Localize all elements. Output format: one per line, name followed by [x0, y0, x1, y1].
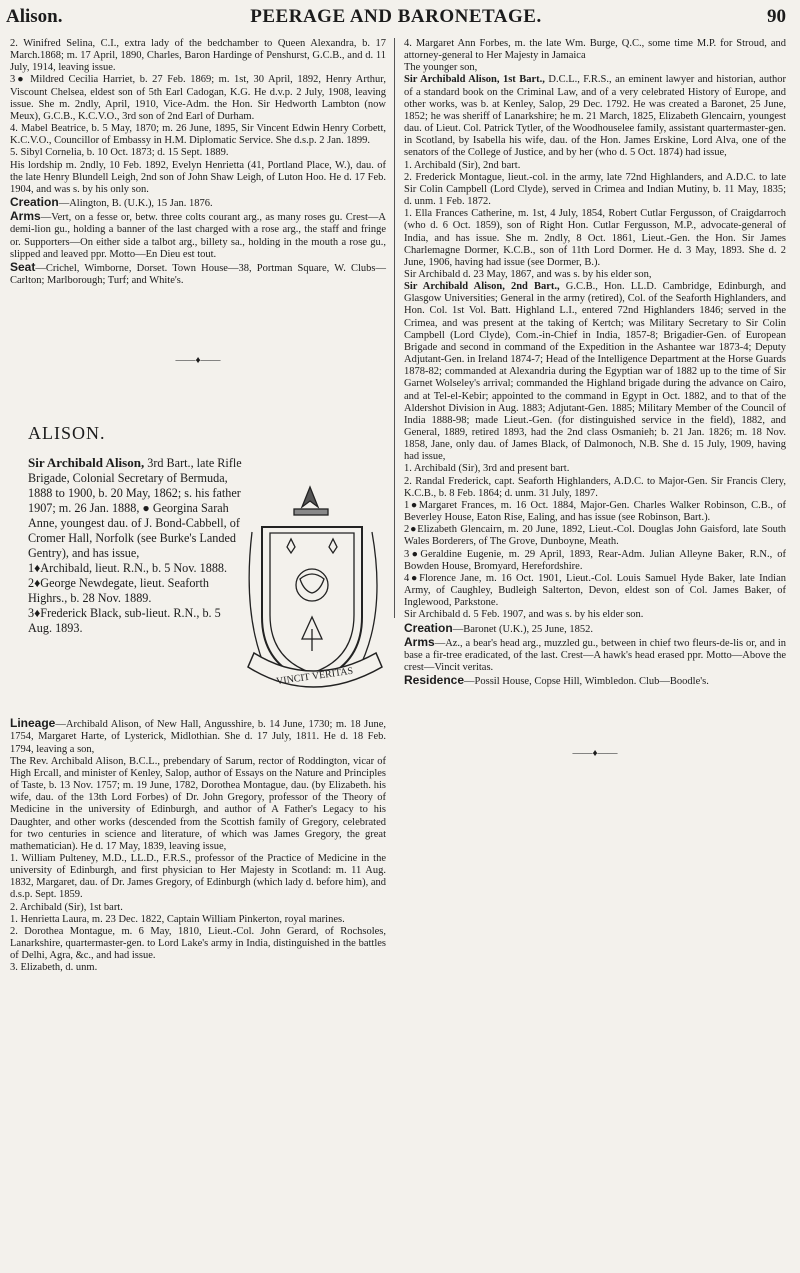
lineage-entry: Lineage—Archibald Alison, of New Hall, Angusshire, b. 14 June, 1730; m. 18 June, 1754, Margaret Harte, of Lysterick, Midlothian. She d. 17 July, 1811. He d. 18 Feb. 1794, leaving a son, — [10, 716, 386, 755]
creation-entry: Creation—Alington, B. (U.K.), 15 Jan. 1876. — [10, 195, 213, 210]
first-baronet-entry: Sir Archibald Alison, 1st Bart., D.C.L., F.R.S., an eminent lawyer and historian, author of a standard book on the Criminal Law, and of a very celebrated History of Europe, and other works, was b. at Kenley, Salop, 29 Dec. 1792. He was created a Baronet, 25 June, 1852; he was sheriff of Lanarkshire; he m. 21 March, 1825, Elizabeth Glencairn, youngest dau. of Lieut. Col. Patrick Tytler, of the Woodhouselee family, assistant quartermaster-gen. in Scotland, by Isabella his wife, dau. of the Hon. James Erskine, Lord Alva, one of the senators of the College of Justice, and by her (who d. 5 Oct. 1874) had issue, — [404, 74, 786, 159]
arms-entry: Arms—Az., a bear's head arg., muzzled gu., between in chief two fleurs-de-lis or, and in base a fir-tree eradicated, of the last. Crest—A hawk's head erased ppr. Motto—Above the crest—Vincit veritas. — [404, 634, 786, 673]
creation-entry: Creation—Baronet (U.K.), 25 June, 1852. — [404, 620, 593, 635]
genealogy-entry: 4. Mabel Beatrice, b. 5 May, 1870; m. 26 June, 1895, Sir Vincent Edwin Henry Corbett, K.C.V.O., Councillor of Embassy in H.M. Diplomatic Service. She d.s.p. 2 Jan. 1899. — [10, 123, 386, 147]
second-baronet-entry: Sir Archibald Alison, 2nd Bart., G.C.B., Hon. LL.D. Cambridge, Edinburgh, and Glasgow Universities; General in the army (retired), Col. of the Seaforth Highlanders, and Hon. Col. 1st Vol. Batt. Highland L.I., entered 72nd Highlanders 1846; served in the Crimea, and was present at the taking of Kertch; was Military Secretary to Sir Colin Campbell (Lord Clyde), Com.-in-Chief in India, 1857-8; Brigadier-Gen. of European Brigade and second in command of the Expedition in the Ashantee war 1873-4; Deputy Adjutant-Gen. in Ireland 1874-7; Head of the Intelligence Department at the Horse Guards 1878-82; commanded at Alexandria during the Egyptian war of 1882 up to the time of Sir Garnet Wolseley's arrival; commanded the Highland brigade during the advance on Cairo, and at Tel-el-Kebir; appointed to the command in Egypt in Oct. 1882, and to that of the Aldershot Division in Aug. 1883; Adjutant-Gen. 1885; Military Member of the Council of India 1888-98; made Lieut.-Gen. (for distinguished service in the field), 1882, and General, 1889, retired 1893, had the 2nd class Osmanieh; b. 21 Jan. 1826; m. 18 Nov. 1858, Jane, only dau. of James Black, of Dalmonoch, N.B. She d. 15 July, 1909, having had issue, — [404, 281, 786, 463]
running-head-title: PEERAGE AND BARONETAGE. — [250, 6, 542, 27]
issue-item: 2♦George Newdegate, lieut. Seaforth Highrs., b. 28 Nov. 1889. — [28, 576, 209, 606]
genealogy-entry: 2. Winifred Selina, C.I., extra lady of the bedchamber to Queen Alexandra, b. 17 March.1868; m. 17 April, 1890, Charles, Baron Hardinge of Penshurst, G.C.B., and d. 11 July, 1914, leaving issue. — [10, 38, 386, 74]
coat-of-arms-image — [242, 467, 390, 707]
genealogy-entry: His lordship m. 2ndly, 10 Feb. 1892, Evelyn Henrietta (41, Portland Place, W.), dau. of the late Henry Blundell Leigh, 2nd son of John Shaw Leigh, of Luton Hoo. He d. 17 Feb. 1904, and was s. by his only son. — [10, 159, 386, 195]
genealogy-entry: 3● Mildred Cecilia Harriet, b. 27 Feb. 1869; m. 1st, 30 April, 1892, Henry Arthur, Viscount Chelsea, eldest son of 5th Earl Cadogan, K.G. He d.v.p. 2 July, 1908, leaving issue. She m. 2ndly, April, 1910, Vice-Adm. the Hon. Sir Hedworth Lambton (now Meux), G.C.B., K.C.V.O., 3rd son of 2nd Earl of Durham. — [10, 74, 386, 122]
right-column — [404, 38, 786, 760]
arms-entry: Arms—Vert, on a fesse or, betw. three colts courant arg., as many roses gu. Crest—A demi-lion gu., holding a banner of the last charged with a rose arg., the staff and fringe or. Supporters—On either side a talbot arg., billety sa., holding in the mouth a rose gu., slipped and leaved ppr. Motto—En Dieu est tout. — [10, 209, 386, 260]
residence-entry: Residence—Possil House, Copse Hill, Wimbledon. Club—Boodle's. — [404, 673, 709, 688]
alison-arms-box — [10, 425, 386, 717]
seat-entry: Seat—Crichel, Wimborne, Dorset. Town House—38, Portman Square, W. Clubs—Carlton; Marlborough; Turf; and White's. — [10, 259, 386, 286]
child-entry: 1. Henrietta Laura, m. 23 Dec. 1822, Captain William Pinkerton, royal marines. — [10, 913, 345, 925]
child-entry: 3. Elizabeth, d. unm. — [10, 962, 98, 974]
second-baronet-issue — [404, 463, 786, 609]
entries-top — [10, 38, 386, 196]
child-entry: 2. Dorothea Montague, m. 6 May, 1810, Lieut.-Col. John Gerard, of Rochsoles, Lanarkshire, quartermaster-gen. to Lord Lake's army in India, distinguished in the battles of Delhi, Agra, &c., and had issue. — [10, 925, 386, 962]
child-entry: 2. Randal Frederick, capt. Seaforth Highlanders, A.D.C. to Major-Gen. Sir Francis Clery, K.C.B., b. 8 Feb. 1864; d. unm. 31 July, 1897. — [404, 475, 786, 499]
crest-motto: VINCIT VERITAS — [275, 665, 354, 688]
family-title: ALISON. — [28, 423, 106, 444]
child-entry: 2●Elizabeth Glencairn, m. 20 June, 1892, Lieut.-Col. Douglas John Gaisford, late South Wales Borderers, of The Grove, Dunboyne, Meath. — [404, 524, 786, 548]
baronet-name: Sir Archibald Alison, — [28, 455, 145, 471]
younger-son-line: The younger son, — [404, 62, 478, 74]
child-entry: 1. William Pulteney, M.D., LL.D., F.R.S., professor of the Practice of Medicine in the university of Edinburgh, and first physician to Her Majesty in Scotland: m. 11 Aug. 1832, Margaret, dau. of Dr. James Gregory, of Edinburgh (which lady d. before him), and d.s.p. Sept. 1859. — [10, 853, 386, 901]
child-entry: 1. Archibald (Sir), 3rd and present bart. — [404, 463, 570, 475]
succession-line: Sir Archibald d. 23 May, 1867, and was s. by his elder son, — [404, 268, 652, 280]
hawk-crest-icon — [302, 487, 318, 507]
child-entry: 2. Frederick Montague, lieut.-col. in the army, late 72nd Highlanders, and A.D.C. to late Sir Colin Campbell (Lord Clyde), served in Crimea and Indian Mutiny, b. 11 May, 1835; d. unm. 1 Feb. 1872. — [404, 171, 786, 208]
child-entry: 1. Archibald (Sir), 2nd bart. — [404, 159, 521, 171]
current-baronet-entry: Sir Archibald Alison, 3rd Bart., late Rifle Brigade, Colonial Secretary of Bermuda, 1888 to 1900, b. 20 May, 1862; s. his father 1907; m. 26 Jan. 1888, ● Georgina Sarah Anne, youngest dau. of J. Bond-Cabbell, of Cromer Hall, Norfolk (see Burke's Landed Gentry), and has issue, 1♦Archibald, lieut. R.N., b. 5 Nov. 1888. 2♦George Newdegate, lieut. Seaforth Highrs., b. 28 Nov. 1889. 3♦Frederick Black, sub-lieut. R.N., b. 5 Aug. 1893. — [28, 455, 246, 636]
child-entry: 1●Margaret Frances, m. 16 Oct. 1884, Major-Gen. Charles Walker Robinson, C.B., of Beverley House, Eaton Rise, Ealing, and has issue (see Robinson, Bart.). — [404, 499, 786, 524]
succession-line: Sir Archibald d. 5 Feb. 1907, and was s. by his elder son. — [404, 609, 644, 621]
column-rule — [394, 38, 395, 618]
child-entry: 3●Geraldine Eugenie, m. 29 April, 1893, Rear-Adm. Julian Alleyne Baker, R.N., of Bowden House, Bromyard, Herefordshire. — [404, 548, 786, 572]
genealogy-entry: 5. Sibyl Cornelia, b. 10 Oct. 1873; d. 15 Sept. 1889. — [10, 147, 229, 159]
first-baronet-issue — [404, 160, 786, 269]
lineage-continued: The Rev. Archibald Alison, B.C.L., prebendary of Sarum, rector of Roddington, vicar of High Ercall, and minister of Kenley, Salop, author of Essays on the Nature and Principles of Taste, b. 13 Nov. 1757; m. 19 June, 1782, Dorothea Montague, dau. (by Elizabeth. his wife, dau. of the 13th Lord Forbes) of Dr. John Gregory, professor of the Theory of Medicine in the university of Edinburgh, and author of A Father's Legacy to his Daughter, and other works (descended from the Scottish family of Gregory, celebrated for two centuries in science and literature, of which was James Gregory, the great mathematician). He d. 17 May, 1839, leaving issue, — [10, 755, 386, 852]
page-header — [6, 6, 786, 30]
child-entry: 2. Archibald (Sir), 1st bart. — [10, 901, 123, 913]
page-number: 90 — [767, 6, 786, 27]
issue-item: 1♦Archibald, lieut. R.N., b. 5 Nov. 1888. — [28, 561, 228, 576]
issue-item: 3♦Frederick Black, sub-lieut. R.N., b. 5 Aug. 1893. — [28, 606, 221, 636]
section-separator: ——♦—— — [175, 355, 221, 367]
running-head-left: Alison. — [6, 6, 63, 27]
left-column — [10, 38, 386, 975]
child-entry: 4●Florence Jane, m. 16 Oct. 1901, Lieut.-Col. Louis Samuel Hyde Baker, late Indian Army, of Caughley, Budleigh Salterton, Devon, eldest son of Col. James Baker, of Inglewood, Parkstone. — [404, 572, 786, 609]
child-entry: 1. Ella Frances Catherine, m. 1st, 4 July, 1854, Robert Cutlar Fergusson, of Craigdarroch (who d. 6 Oct. 1859), son of Right Hon. Cutlar Fergusson, M.P., advocate-general of India, and has issue. She m. 2ndly, 8 Oct. 1861, Lieut.-Gen. the Hon. Sir James Charlemagne Dormer, K.C.B., son of 11th Lord Dormer. He d. 3 May, 1893. She d. 2 June, 1906, having had issue (see Dormer, B.). — [404, 208, 786, 268]
end-separator: ——♦—— — [572, 748, 618, 760]
child-entry: 4. Margaret Ann Forbes, m. the late Wm. Burge, Q.C., some time M.P. for Stroud, and attorney-general to Her Majesty in Jamaica — [404, 38, 786, 62]
lineage-children — [10, 853, 386, 975]
issue-list — [28, 561, 246, 636]
